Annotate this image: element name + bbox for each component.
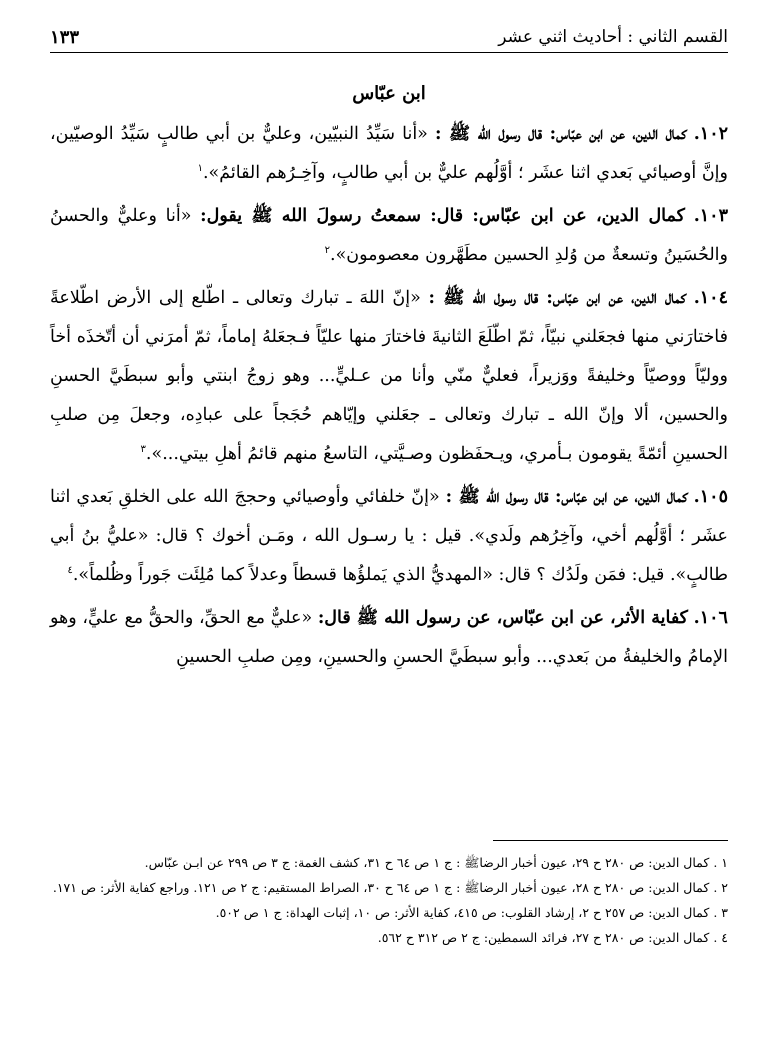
footnote: ٣ . كمال الدين: ص ٢٥٧ ح ٢، إرشاد القلوب: ص ٤١٥، كفاية الأثر: ص ١٠، إثبات الهداة: ج ١ ص ٥٠٢. <box>215 905 728 920</box>
footnote: ١ . كمال الدين: ص ٢٨٠ ح ٢٩، عيون أخبار الرضاﷺ : ج ١ ص ٦٤ ح ٣١، كشف الغمة: ج ٣ ص ٢٩٩ عن ابـن عبّاس. <box>144 855 728 870</box>
hadith-text: «إنّ اللهَ ـ تبارك وتعالى ـ اطّلع إلى الأرض اطّلاعةً فاختارَني منها فجعَلني نبيّاً، ثمّ اطّلَعَ الثانيةَ فاختارَ منها عليّاً فـجعَلهُ إماماً، ثمّ أمرَني أن أتّخذَه أخاً ووليّاً ووصيّاً وخليفةً ووَزيراً، فعليٌّ منّي وأنا من عـليٍّ... وهو زوجُ ابنتي وأبو سبطَيَّ الحسنِ والحسين، ألا وإنّ الله ـ تبارك وتعالى ـ جعَلني وإيّاهم حُجَجاً على عبادِه، وجعلَ مِن صلبِ الحسينِ أئمّةً يقومون بـأمري، ويـحفَظون وصـيَّتي، التاسعُ منهم قائمُ أهلِ بيتي...». <box>50 288 728 464</box>
page-header <box>50 22 728 53</box>
footnote: ٤ . كمال الدين: ص ٢٨٠ ح ٢٧، فرائد السمطين: ج ٢ ص ٣١٢ ح ٥٦٢. <box>377 930 728 945</box>
hadith-paragraph <box>50 599 728 677</box>
footnote-marker: ٤ <box>67 565 73 577</box>
hadith-paragraph <box>50 279 728 474</box>
hadith-number: ١٠٦. <box>693 608 728 628</box>
footnote-marker: ٣ <box>140 444 146 456</box>
hadith-source: كمال الدين، عن ابن عبّاس: قال رسول الله ﷺ : <box>434 124 687 144</box>
footnotes <box>50 850 728 950</box>
footnote-marker: ٢ <box>324 245 331 257</box>
hadith-text: «عليٌّ مع الحقِّ، والحقُّ مع عليٍّ، وهو الإمامُ والخليفةُ من بَعدي... وأبو سبطَيَّ الحسنِ والحسينِ، ومِن صلبِ الحسينِ <box>50 608 728 667</box>
body-text <box>50 74 728 681</box>
hadith-number: ١٠٥. <box>693 487 728 507</box>
hadith-paragraph <box>50 478 728 595</box>
hadith-paragraph <box>50 115 728 193</box>
hadith-text: «إنّ خلفائي وأوصيائي وحججَ الله على الخلقِ بَعدي اثنا عشَر ؛ أوَّلُهم أخي، وآخِرُهم ولَدي». قيل : يا رسـول الله ، ومَـن أخوك ؟ قال: «عليُّ بنُ أبي طالبٍ». قيل: فمَن ولَدُك ؟ قال: «المهديُّ الذي يَملؤُها قسطاً وعدلاً كما مُلِئَت جَوراً وظُلماً». <box>50 487 728 585</box>
section-heading: ابن عبّاس <box>352 83 426 104</box>
footnote-divider <box>493 840 728 841</box>
footnote: ٢ . كمال الدين: ص ٢٨٠ ح ٢٨، عيون أخبار الرضاﷺ : ج ١ ص ٦٤ ح ٣٠، الصراط المستقيم: ج ٢ ص ١٢١. وراجع كفاية الأثر: ص ١٧١. <box>52 880 728 895</box>
page-number: ١٣٣ <box>50 26 80 48</box>
hadith-source: كمال الدين، عن ابن عبّاس: قال رسول الله ﷺ : <box>428 288 686 308</box>
hadith-number: ١٠٤. <box>693 288 728 308</box>
hadith-paragraph <box>50 197 728 275</box>
hadith-source: كمال الدين، عن ابن عبّاس: قال رسول الله ﷺ : <box>445 487 688 507</box>
running-title: القسم الثاني : أحاديث اثني عشر <box>498 27 728 47</box>
hadith-text: «أنا سَيِّدُ النبيّين، وعليٌّ بن أبي طالبٍ سَيِّدُ الوصيّين، وإنَّ أوصيائي بَعدي اثنا عشَر ؛ أوَّلُهم عليٌّ بن أبي طالبٍ، وآخِـرُهم القائمُ». <box>50 124 728 183</box>
hadith-text: «أنا وعليٌّ والحسنُ والحُسَينُ وتسعةٌ من وُلدِ الحسين مطَهَّرون معصومون». <box>50 206 728 265</box>
hadith-source: كفاية الأثر، عن ابن عبّاس، عن رسول الله ﷺ قال: <box>317 608 689 628</box>
hadith-source: كمال الدين، عن ابن عبّاس: قال: سمعتُ رسولَ الله ﷺ يقول: <box>200 206 685 226</box>
footnote-marker: ١ <box>197 163 203 175</box>
hadith-number: ١٠٢. <box>693 124 728 144</box>
hadith-number: ١٠٣. <box>693 206 728 226</box>
